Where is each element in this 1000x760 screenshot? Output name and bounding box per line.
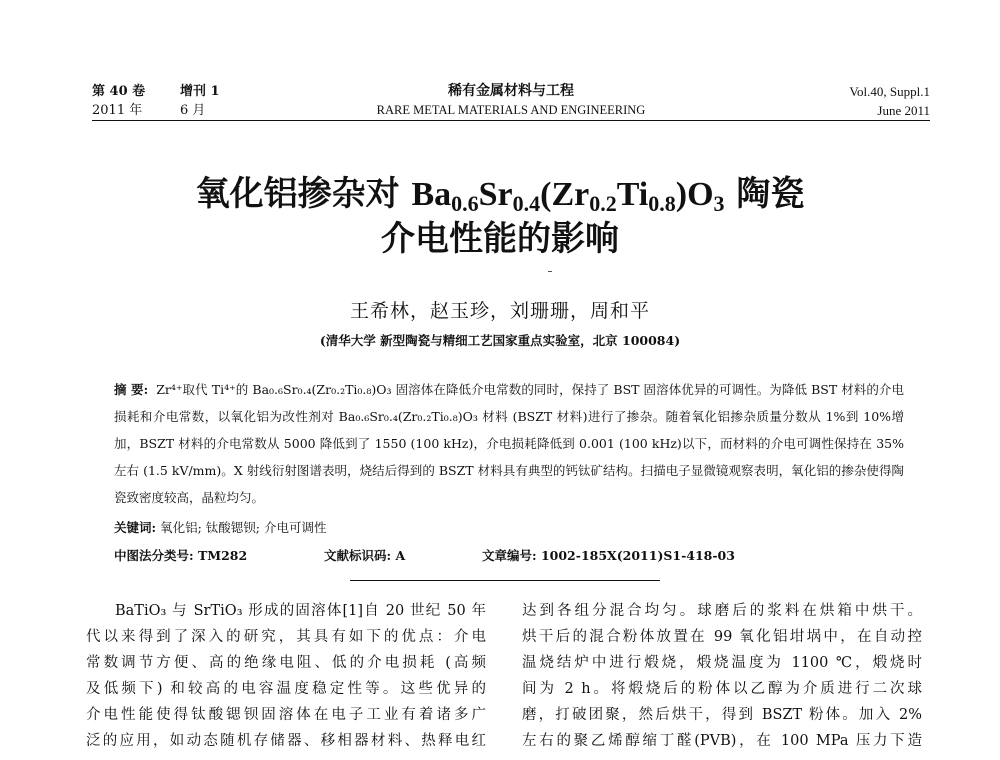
journal-name-cn: 稀有金属材料与工程 <box>448 83 574 99</box>
title-line-2: 介电性能的影响 <box>381 219 619 259</box>
title-line-1 <box>0 172 1000 217</box>
volume-en: Vol.40, Suppl.1 <box>849 84 930 99</box>
keywords-label: 关键词: <box>114 520 157 535</box>
volume-cn: 第 40 卷 <box>92 84 146 99</box>
body-line: 磨，打破团聚，然后烘干，得到 BSZT 粉体。加入 2% <box>522 707 922 723</box>
scan-mark <box>548 271 552 272</box>
body-line: 介电性能使得钛酸锶钡固溶体在电子工业有着诸多广 <box>86 707 486 723</box>
keywords <box>114 518 326 536</box>
abstract-text: Zr⁴⁺取代 Ti⁴⁺的 Ba₀.₆Sr₀.₄(Zr₀.₂Ti₀.₈)O₃ 固溶体在降低介电常数的同时，保持了 BST 固溶体优异的可调性。为降低 BST 材料的介电损耗和介电常数，以氧化铝为改性剂对 Ba₀.₆Sr₀.₄(Zr₀.₂Ti₀.₈)O₃ 材料 (BSZT 材料)进行了掺杂。随着氧化铝掺杂质量分数从 1%到 10%增加，BSZT 材料的介电常数从 5000 降低到了 1550 (100 kHz)，介电损耗降低到 0.001 (100 kHz)以下，而材料的介电可调性保持在 35%左右 (1.5 kV/mm)。X 射线衍射图谱表明，烧结后得到的 BSZT 材料具有典型的钙钛矿结构。扫描电子显微镜观察表明，氧化铝的掺杂使得陶瓷致密度较高，晶粒均匀。 <box>114 382 905 505</box>
title-formula: $Ba_{0.6}Sr_{0.4}(Zr_{0.2}Ti_{0.8})O_3$ <box>411 176 725 216</box>
section-divider <box>350 580 660 581</box>
title-prefix: 氧化铝掺杂对 <box>195 174 412 214</box>
paper-title <box>0 172 1000 261</box>
document-code: 文献标识码: A <box>324 548 406 563</box>
authors: 王希林，赵玉珍，刘珊珊，周和平 <box>349 300 650 322</box>
header-journal <box>92 82 930 120</box>
title-suffix: 陶瓷 <box>724 174 805 214</box>
date-en: June 2011 <box>877 103 930 118</box>
body-line: 代以来得到了深入的研究，其具有如下的优点：介电 <box>86 629 486 645</box>
body-line: 左右的聚乙烯醇缩丁醛(PVB)，在 100 MPa 压力下造 <box>522 733 922 749</box>
clc-number: 中图法分类号: TM282 <box>114 548 248 563</box>
abstract-label: 摘 要: <box>114 382 149 397</box>
running-header <box>92 82 930 122</box>
body-line: 泛的应用，如动态随机存储器、移相器材料、热释电红 <box>86 733 486 749</box>
month-cn: 6 月 <box>180 103 206 118</box>
year-cn: 2011 年 <box>92 103 143 118</box>
article-number: 文章编号: 1002-185X(2011)S1-418-03 <box>482 548 735 563</box>
header-volume-en <box>849 82 930 120</box>
body-line: 温烧结炉中进行煅烧，煅烧温度为 1100 ℃，煅烧时 <box>522 655 922 671</box>
body-line: BaTiO₃ 与 SrTiO₃ 形成的固溶体[1]自 20 世纪 50 年 <box>115 603 486 619</box>
body-line: 常数调节方便、高的绝缘电阻、低的介电损耗 (高频 <box>86 655 486 671</box>
body-column-right <box>522 598 922 754</box>
body-line: 及低频下) 和较高的电容温度稳定性等。这些优异的 <box>86 681 486 697</box>
keywords-text: 氧化铝; 钛酸锶钡; 介电可调性 <box>160 520 327 535</box>
issue-cn: 增刊 1 <box>180 84 220 99</box>
body-line: 达到各组分混合均匀。球磨后的浆料在烘箱中烘干。 <box>522 603 922 619</box>
journal-name-en: RARE METAL MATERIALS AND ENGINEERING <box>376 103 646 117</box>
affiliation: (清华大学 新型陶瓷与精细工艺国家重点实验室，北京 100084) <box>319 333 681 348</box>
body-line: 间为 2 h。将煅烧后的粉体以乙醇为介质进行二次球 <box>522 681 922 697</box>
header-rule <box>92 120 930 121</box>
body-column-left <box>86 598 486 754</box>
body-line: 烘干后的混合粉体放置在 99 氧化铝坩埚中，在自动控 <box>522 629 922 645</box>
abstract <box>114 376 904 511</box>
